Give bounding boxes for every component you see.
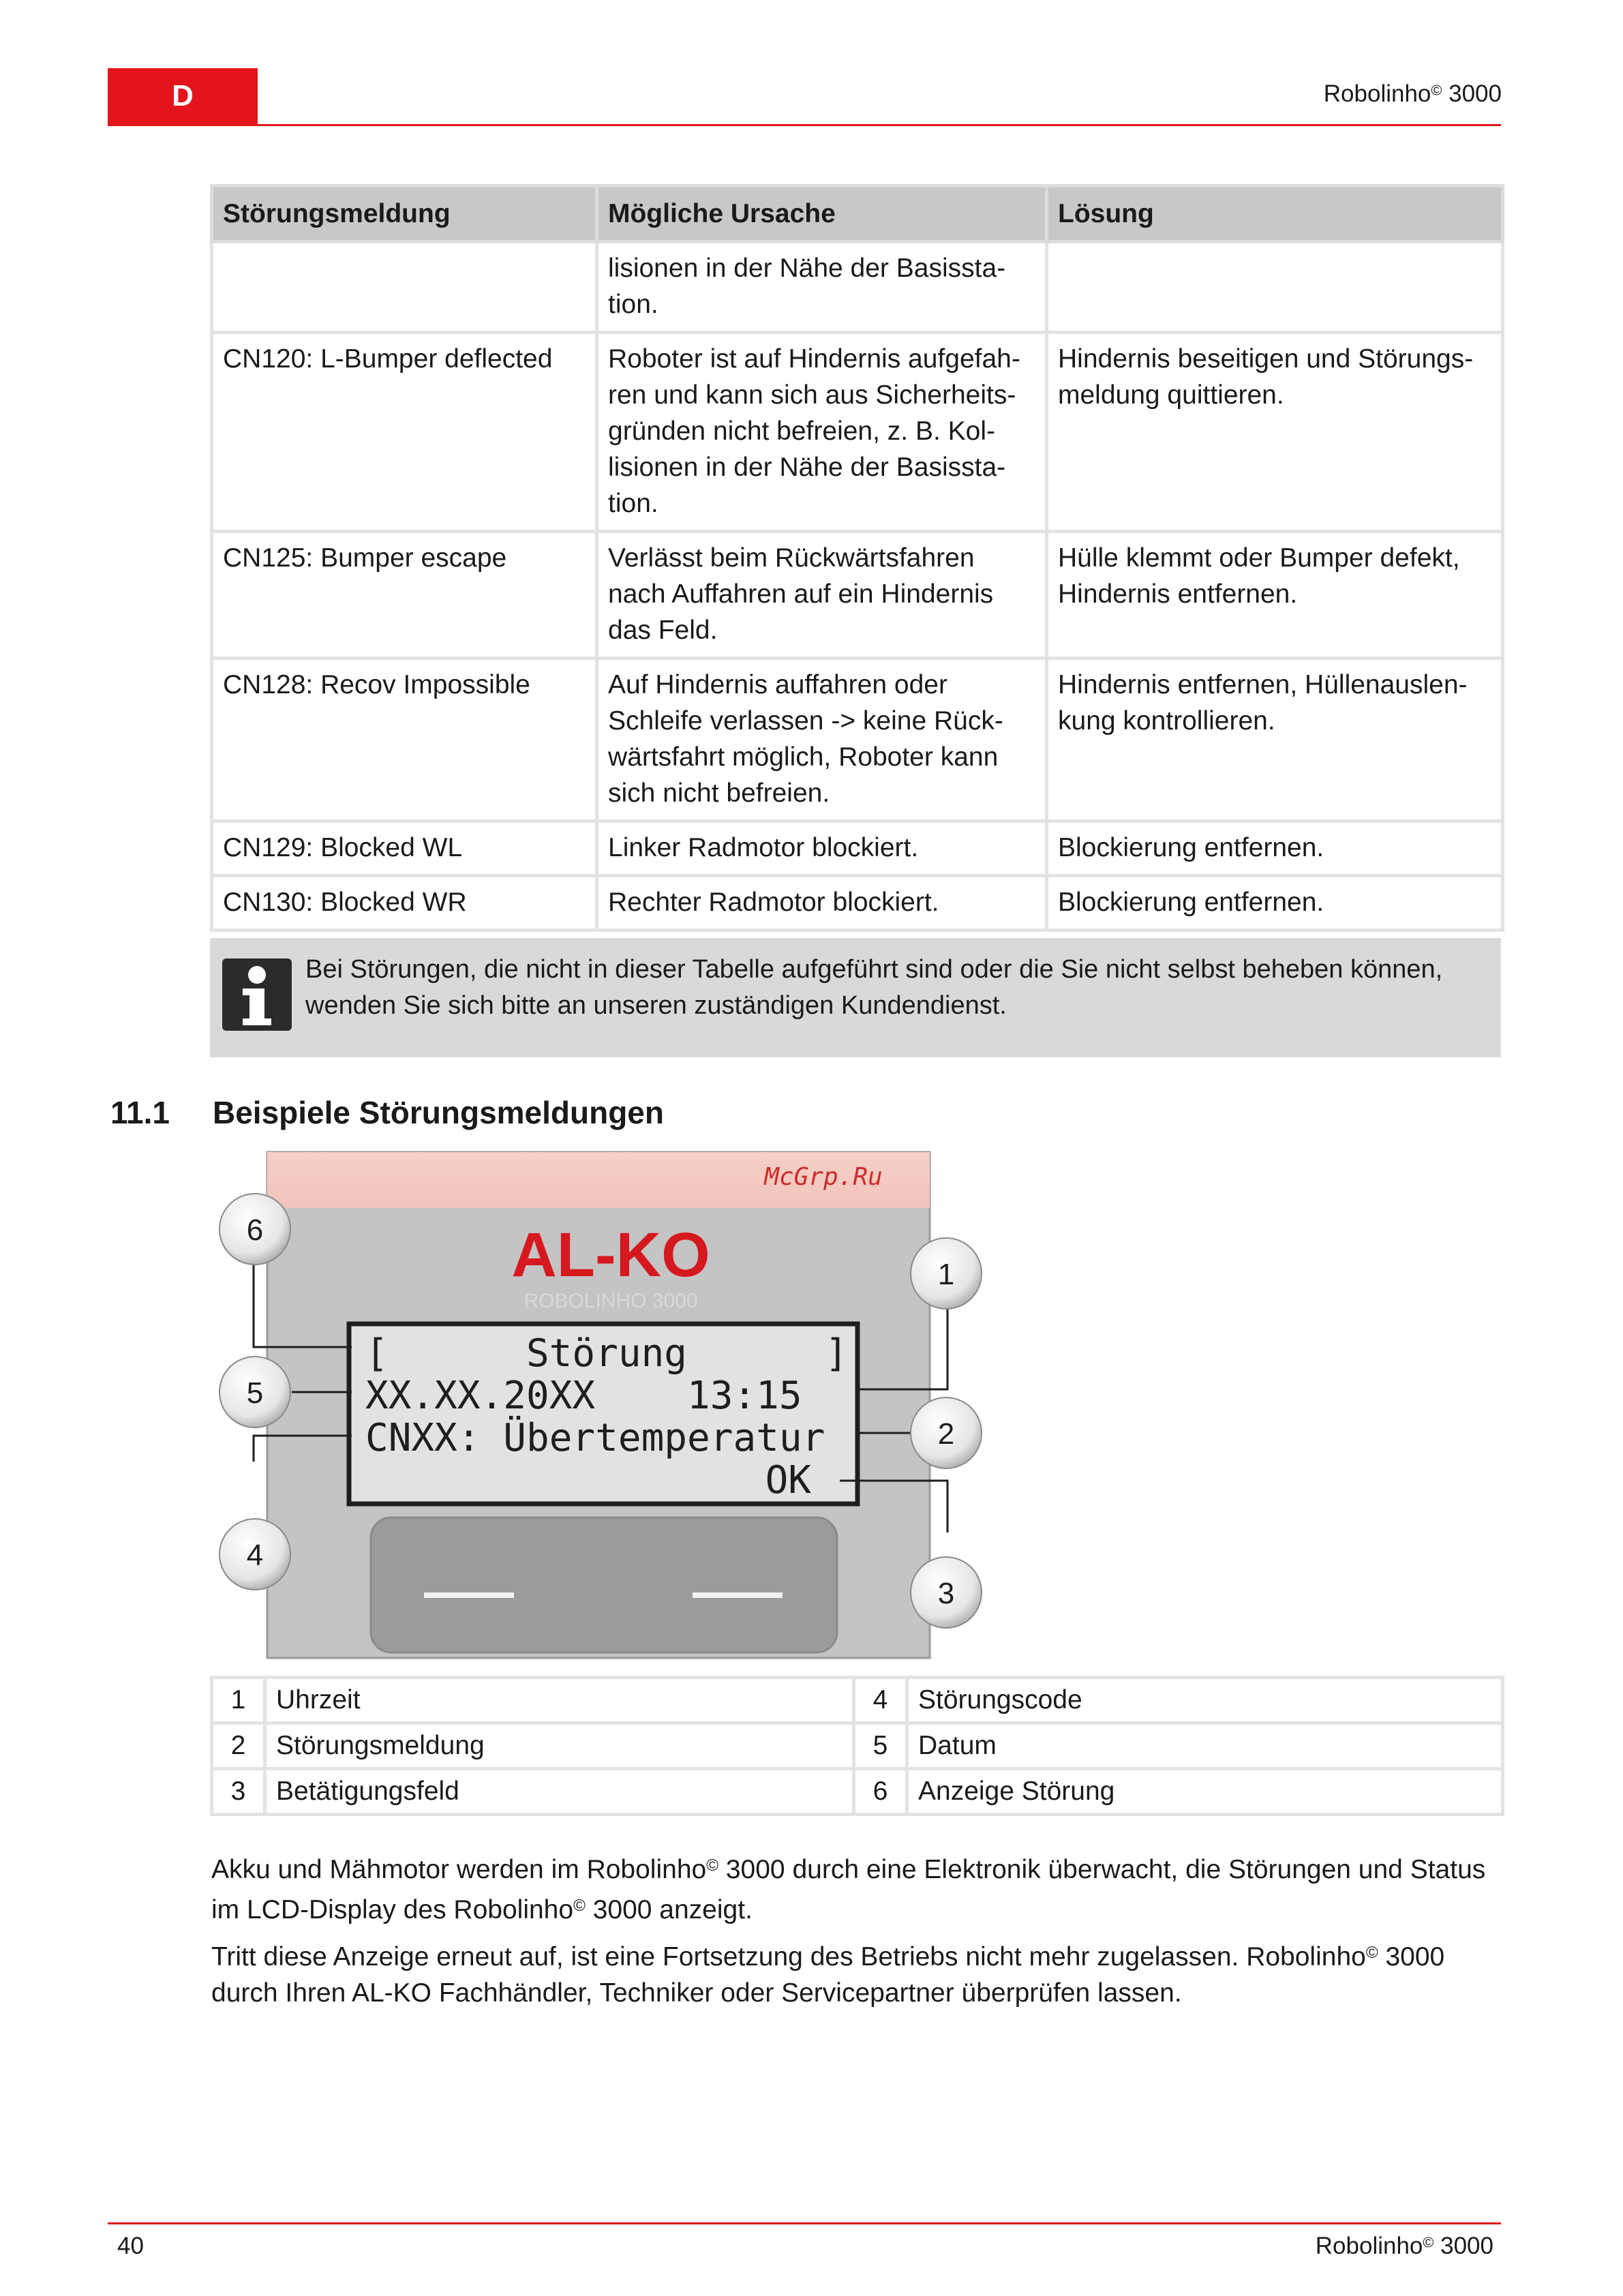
callout-2 [911, 1398, 982, 1468]
page-number: 40 [117, 2233, 144, 2259]
svg-text:5: 5 [246, 1376, 264, 1410]
paragraph-monitoring: Akku und Mähmotor werden im Robolinho© 3000 durch eine Elektronik überwacht, die Störungen und Status im LCD-Display des Robolinho© 3000 anzeigt. [211, 1854, 1486, 1924]
callout-6 [219, 1194, 290, 1265]
callout-5 [219, 1357, 290, 1428]
cell-message: CN129: Blocked WL [212, 821, 597, 876]
cell-message: CN128: Recov Impossible [212, 659, 597, 821]
column-header: Störungsmeldung [212, 186, 597, 242]
section-title: Beispiele Störungsmeldungen [213, 1095, 664, 1130]
table-header-row [212, 186, 1503, 242]
cell-cause: Roboter ist auf Hindernis aufgefah- ren und kann sich aus Sicherheits- gründen nicht befreien, z. B. Kol- lisionen in der Nähe der Basissta- tion. [597, 333, 1047, 532]
legend-num-right: 4 [854, 1678, 907, 1723]
column-header: Lösung [1047, 186, 1503, 242]
legend-label-left: Störungsmeldung [265, 1723, 854, 1769]
header-rule [108, 124, 1501, 126]
legend-label-right: Datum [907, 1723, 1503, 1769]
cell-solution: Hindernis entfernen, Hüllenauslen- kung kontrollieren. [1047, 659, 1503, 821]
fault-table [210, 184, 1504, 932]
display-figure [204, 1149, 995, 1667]
legend-row [212, 1723, 1503, 1769]
note-text: Bei Störungen, die nicht in dieser Tabelle aufgeführt sind oder die Sie nicht selbst beheben können, wenden Sie sich bitte an unseren zuständigen Kundendienst. [305, 955, 1443, 1020]
watermark: McGrp.Ru [764, 1163, 883, 1191]
brand-logo: AL-KO [511, 1220, 710, 1290]
cell-cause: Linker Radmotor blockiert. [597, 821, 1047, 876]
display-line-status: [ Störung ] [365, 1331, 849, 1376]
table-row [212, 821, 1503, 876]
cell-cause: Rechter Radmotor blockiert. [597, 876, 1047, 931]
legend-label-right: Störungscode [907, 1678, 1503, 1723]
legend-num-right: 6 [854, 1769, 907, 1815]
cell-cause: Auf Hindernis auffahren oder Schleife verlassen -> keine Rück- wärtsfahrt möglich, Roboter kann sich nicht befreien. [597, 659, 1047, 821]
svg-text:3: 3 [937, 1577, 955, 1610]
right-button-line [693, 1592, 783, 1598]
svg-text:4: 4 [246, 1539, 264, 1572]
callout-4 [219, 1519, 290, 1590]
control-pad[interactable] [371, 1517, 837, 1652]
cell-message: CN120: L-Bumper deflected [212, 333, 597, 532]
legend-label-left: Betätigungsfeld [265, 1769, 854, 1815]
display-line-ok: OK [765, 1458, 811, 1502]
table-row [212, 242, 1503, 333]
cell-message: CN130: Blocked WR [212, 876, 597, 931]
svg-text:2: 2 [937, 1417, 955, 1451]
cell-solution: Hülle klemmt oder Bumper defekt, Hindernis entfernen. [1047, 532, 1503, 659]
cell-cause: lisionen in der Nähe der Basissta- tion. [597, 242, 1047, 333]
cell-solution: Blockierung entfernen. [1047, 821, 1503, 876]
table-row [212, 659, 1503, 821]
display-line-datetime: XX.XX.20XX 13:15 [365, 1374, 802, 1418]
left-button-line [424, 1592, 514, 1598]
language-tab: D [108, 68, 258, 124]
legend-num-left: 3 [212, 1769, 265, 1815]
info-icon [222, 958, 292, 1031]
table-row [212, 876, 1503, 931]
legend-table [210, 1676, 1504, 1816]
cell-solution: Hindernis beseitigen und Störungs- meldung quittieren. [1047, 333, 1503, 532]
cell-cause: Verlässt beim Rückwärtsfahren nach Auffahren auf ein Hindernis das Feld. [597, 532, 1047, 659]
cell-message: CN125: Bumper escape [212, 532, 597, 659]
legend-num-left: 1 [212, 1678, 265, 1723]
footer-rule [108, 2222, 1501, 2224]
callout-3 [911, 1557, 982, 1628]
legend-row [212, 1678, 1503, 1723]
legend-row [212, 1769, 1503, 1815]
cell-solution [1047, 242, 1503, 333]
info-note [210, 938, 1501, 1057]
svg-text:1: 1 [937, 1258, 955, 1291]
cell-solution: Blockierung entfernen. [1047, 876, 1503, 931]
header-title: Robolinho© 3000 [1323, 80, 1502, 107]
model-text: ROBOLINHO 3000 [524, 1290, 698, 1312]
paragraph-service: Tritt diese Anzeige erneut auf, ist eine Fortsetzung des Betriebs nicht mehr zugelassen. Robolinho© 3000 durch Ihren AL-KO Fachhändler, Techniker oder Servicepartner überprüfen lassen. [211, 1942, 1445, 2008]
display-line-code: CNXX: Übertemperatur [365, 1416, 825, 1460]
section-number: 11.1 [110, 1095, 170, 1130]
legend-num-right: 5 [854, 1723, 907, 1769]
cell-message [212, 242, 597, 333]
callout-1 [911, 1238, 982, 1309]
legend-label-right: Anzeige Störung [907, 1769, 1503, 1815]
legend-num-left: 2 [212, 1723, 265, 1769]
table-row [212, 333, 1503, 532]
legend-label-left: Uhrzeit [265, 1678, 854, 1723]
table-row [212, 532, 1503, 659]
column-header: Mögliche Ursache [597, 186, 1047, 242]
svg-text:6: 6 [246, 1213, 264, 1247]
footer-title: Robolinho© 3000 [1315, 2233, 1493, 2259]
